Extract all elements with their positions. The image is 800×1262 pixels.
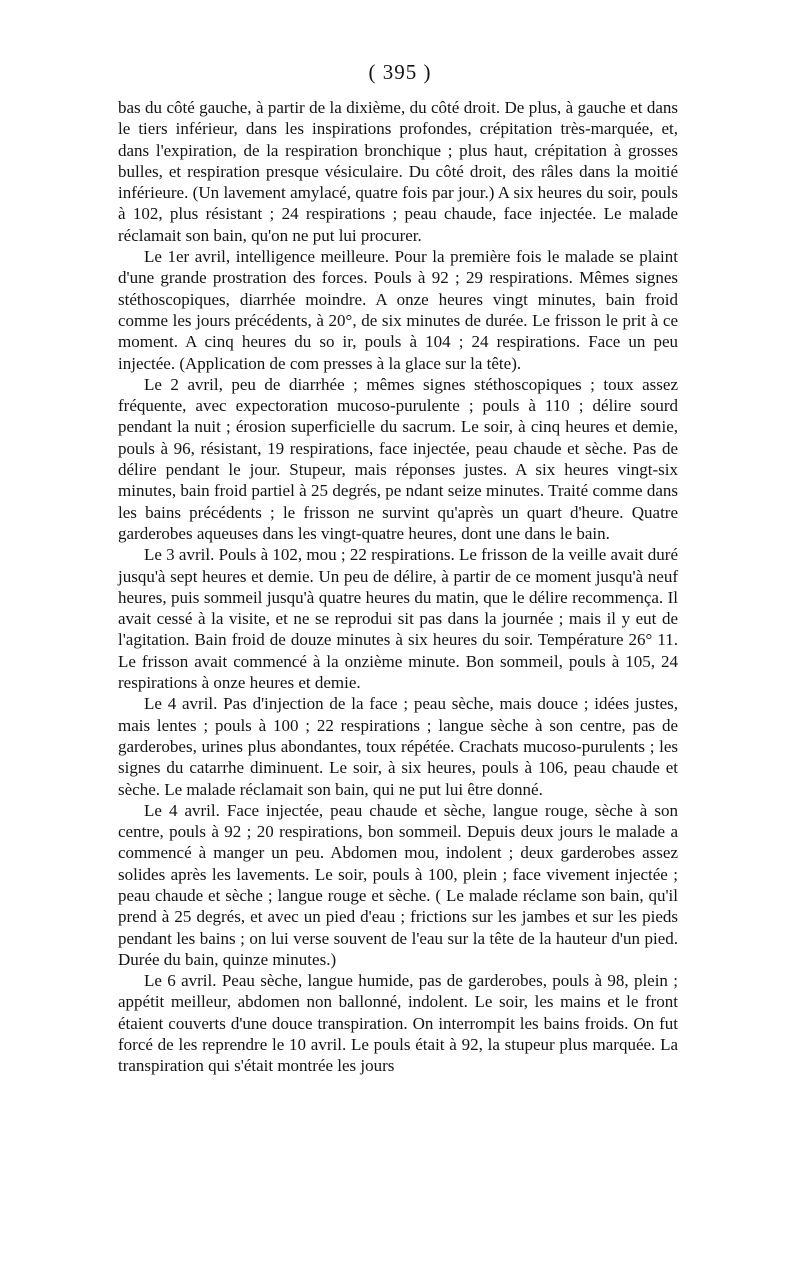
body-text — [118, 97, 678, 1077]
paragraph-april-4-second: Le 4 avril. Face injectée, peau chaude et sèche, langue rouge, sèche à son centre, pouls à 92 ; 20 respirations, bon sommeil. Depuis deux jours le malade a commencé à manger un peu. Abdomen mou, indolent ; deux garderobes assez solides après les lavements. Le soir, pouls à 100, plein ; face vivement injectée ; peau chaude et sèche ; langue rouge et sèche. ( Le malade réclame son bain, qu'il prend à 25 degrés, et avec un pied d'eau ; frictions sur les jambes et sur les pieds pendant les bains ; on lui verse souvent de l'eau sur la tête de la hauteur d'un pied. Durée du bain, quinze minutes.) — [118, 800, 678, 969]
paragraph-april-2: Le 2 avril, peu de diarrhée ; mêmes signes stéthoscopiques ; toux assez fréquente, avec expectoration mucoso-purulente ; pouls à 110 ; délire sourd pendant la nuit ; érosion superficielle du sacrum. Le soir, à cinq heures et demie, pouls à 96, résistant, 19 respirations, face injectée, peau chaude et sèche. Pas de délire pendant le jour. Stupeur, mais réponses justes. A six heures vingt-six minutes, bain froid partiel à 25 degrés, pe ndant seize minutes. Traité comme dans les bains précédents ; le frisson ne survint qu'après un quart d'heure. Quatre garderobes aqueuses dans les vingt-quatre heures, dont une dans le bain. — [118, 374, 678, 543]
paragraph-april-4-first: Le 4 avril. Pas d'injection de la face ; peau sèche, mais douce ; idées justes, mais lentes ; pouls à 100 ; 22 respirations ; langue sèche à son centre, pas de garderobes, urines plus abondantes, toux répétée. Crachats mucoso-purulents ; les signes du catarrhe diminuent. Le soir, à six heures, pouls à 106, peau chaude et sèche. Le malade réclamait son bain, qui ne put lui être donné. — [118, 694, 678, 799]
paragraph-continuation: bas du côté gauche, à partir de la dixième, du côté droit. De plus, à gauche et dans le tiers inférieur, dans les inspirations profondes, crépitation très-marquée, et, dans l'expiration, de la respiration bronchique ; plus haut, crépitation à grosses bulles, et respiration presque vésiculaire. Du côté droit, des râles dans la moitié inférieure. (Un lavement amylacé, quatre fois par jour.) A six heures du soir, pouls à 102, plus résistant ; 24 respirations ; peau chaude, face injectée. Le malade réclamait son bain, qu'on ne put lui procurer. — [118, 98, 678, 245]
paragraph-april-6: Le 6 avril. Peau sèche, langue humide, pas de garderobes, pouls à 98, plein ; appétit meilleur, abdomen non ballonné, indolent. Le soir, les mains et le front étaient couverts d'une douce transpiration. On interrompit les bains froids. On fut forcé de les reprendre le 10 avril. Le pouls était à 92, la stupeur plus marquée. La transpiration qui s'était montrée les jours — [118, 971, 678, 1076]
paragraph-april-3: Le 3 avril. Pouls à 102, mou ; 22 respirations. Le frisson de la veille avait duré jusqu'à sept heures et demie. Un peu de délire, à partir de ce moment jusqu'à neuf heures, puis sommeil jusqu'à quatre heures du matin, que le délire recommença. Il avait cessé à la visite, et ne se reprodui sit pas dans la journée ; mais il y eut de l'agitation. Bain froid de douze minutes à six heures du soir. Température 26° 11. Le frisson avait commencé à la onzième minute. Bon sommeil, pouls à 105, 24 respirations à onze heures et demie. — [118, 545, 678, 693]
paragraph-april-1: Le 1er avril, intelligence meilleure. Pour la première fois le malade se plaint d'une grande prostration des forces. Pouls à 92 ; 29 respirations. Mêmes signes stéthoscopiques, diarrhée moindre. A onze heures vingt minutes, bain froid comme les jours précédents, à 20°, de six minutes de durée. Le frisson le prit à ce moment. A cinq heures du so ir, pouls à 104 ; 24 respirations. Face un peu injectée. (Application de com presses à la glace sur la tête). — [118, 247, 678, 373]
page-number: ( 395 ) — [368, 60, 432, 84]
